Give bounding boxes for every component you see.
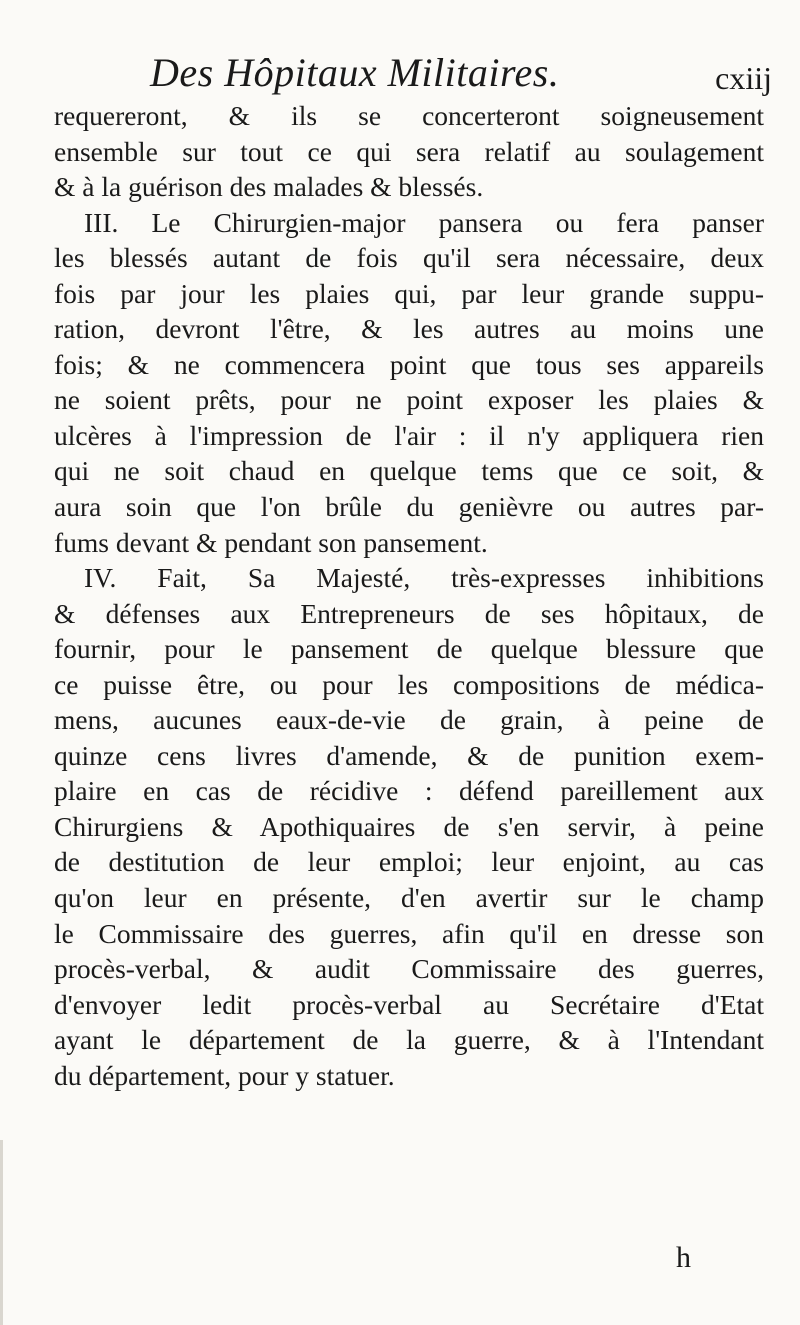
text-line: ne soient prêts, pour ne point exposer les plaies &	[54, 384, 764, 416]
text-line: fois par jour les plaies qui, par leur grande suppu-	[54, 277, 764, 309]
text-line: ensemble sur tout ce qui sera relatif au soulagement	[54, 135, 764, 167]
text-line: du département, pour y statuer.	[54, 1059, 395, 1091]
body-text	[54, 98, 764, 1093]
page-edge-shadow	[0, 1140, 3, 1325]
running-title: Des Hôpitaux Militaires.	[150, 50, 560, 95]
text-line: fums devant & pendant son pansement.	[54, 526, 488, 558]
text-line: mens, aucunes eaux-de-vie de grain, à peine de	[54, 704, 764, 736]
text-line: ulcères à l'impression de l'air : il n'y appliquera rien	[54, 419, 764, 451]
text-line: ayant le département de la guerre, & à l'Intendant	[54, 1024, 764, 1056]
text-line: Chirurgiens & Apothiquaires de s'en servir, à peine	[54, 810, 764, 842]
running-head	[0, 50, 800, 96]
text-line: d'envoyer ledit procès-verbal au Secrétaire d'Etat	[54, 988, 764, 1020]
text-line: le Commissaire des guerres, afin qu'il en dresse son	[54, 917, 764, 949]
text-line: fois; & ne commencera point que tous ses appareils	[54, 348, 764, 380]
text-line: qu'on leur en présente, d'en avertir sur le champ	[54, 882, 764, 914]
text-line: qui ne soit chaud en quelque tems que ce soit, &	[54, 455, 764, 487]
text-line: ration, devront l'être, & les autres au moins une	[54, 313, 764, 345]
text-line: aura soin que l'on brûle du genièvre ou autres par-	[54, 491, 764, 523]
text-line: les blessés autant de fois qu'il sera nécessaire, deux	[54, 242, 764, 274]
article-heading-line: IV. Fait, Sa Majesté, très-expresses inhibitions	[84, 562, 764, 594]
signature-mark: h	[676, 1241, 691, 1274]
text-line: & à la guérison des malades & blessés.	[54, 171, 484, 203]
article-heading-line: III. Le Chirurgien-major pansera ou fera panser	[84, 206, 764, 238]
text-line: plaire en cas de récidive : défend pareillement aux	[54, 775, 764, 807]
text-line: fournir, pour le pansement de quelque blessure que	[54, 633, 764, 665]
text-line: quinze cens livres d'amende, & de punition exem-	[54, 739, 764, 771]
text-line: requereront, & ils se concerteront soigneusement	[54, 100, 764, 131]
text-line: ce puisse être, ou pour les compositions de médica-	[54, 668, 764, 700]
text-line: de destitution de leur emploi; leur enjoint, au cas	[54, 846, 764, 878]
page-number: cxiij	[715, 60, 772, 96]
text-line: & défenses aux Entrepreneurs de ses hôpitaux, de	[54, 597, 764, 629]
text-line: procès-verbal, & audit Commissaire des guerres,	[54, 953, 764, 985]
